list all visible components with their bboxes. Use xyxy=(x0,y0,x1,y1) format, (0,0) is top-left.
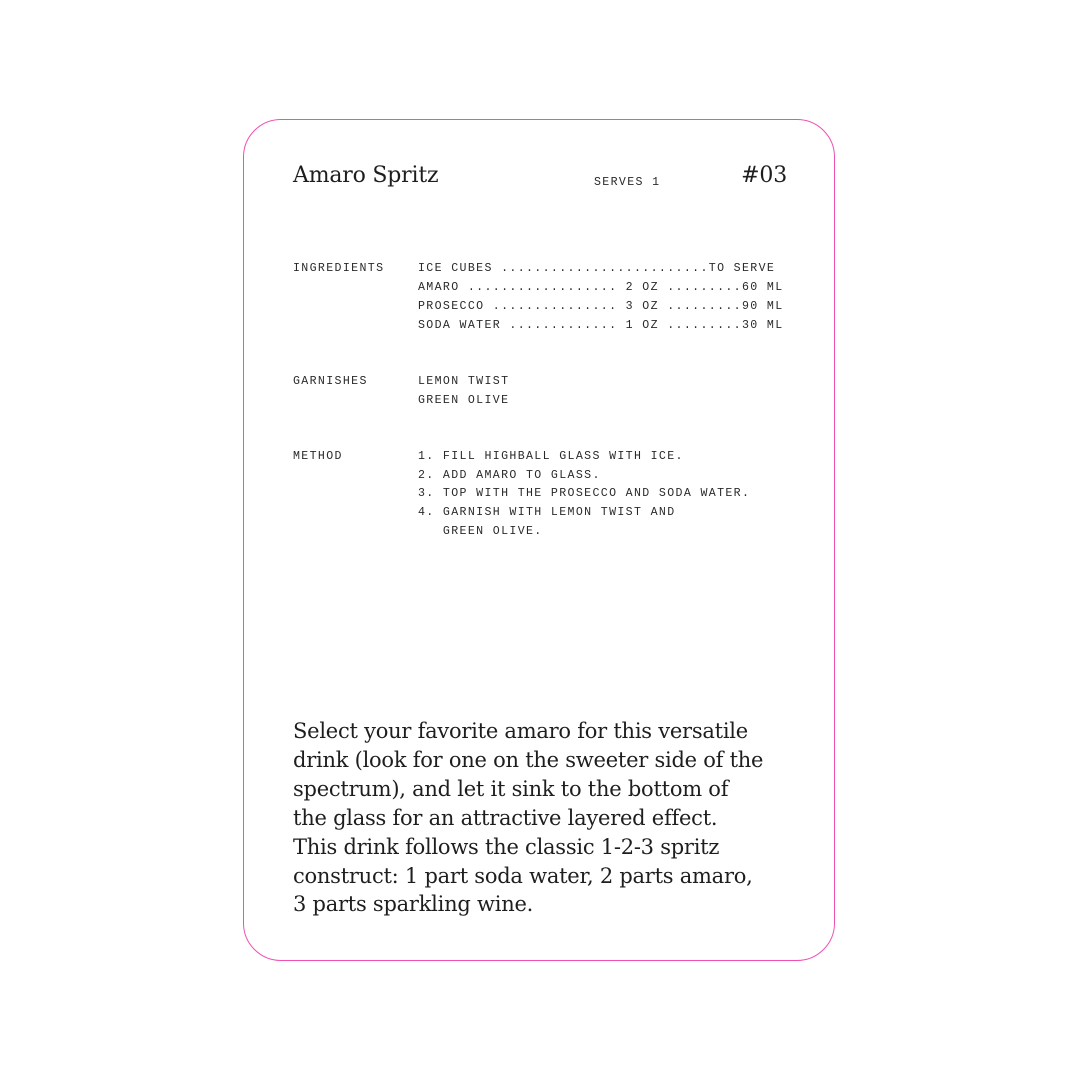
garnish-line: LEMON TWIST xyxy=(418,375,510,388)
recipe-title: Amaro Spritz xyxy=(293,163,439,188)
description-line: Select your favorite amaro for this versatile xyxy=(293,719,748,743)
method-step: 4. GARNISH WITH LEMON TWIST AND xyxy=(418,506,676,519)
serves-label: SERVES 1 xyxy=(594,176,661,189)
recipe-number: #03 xyxy=(741,163,787,188)
description-line: drink (look for one on the sweeter side of the xyxy=(293,747,764,772)
garnishes-label: GARNISHES xyxy=(293,375,368,388)
ingredient-line: AMARO .................. 2 OZ .........60 ML xyxy=(418,281,784,294)
ingredients-label: INGREDIENTS xyxy=(293,262,385,275)
garnish-line: GREEN OLIVE xyxy=(418,394,510,407)
method-step: GREEN OLIVE. xyxy=(418,525,543,538)
method-step: 1. FILL HIGHBALL GLASS WITH ICE. xyxy=(418,450,684,463)
method-step: 3. TOP WITH THE PROSECCO AND SODA WATER. xyxy=(418,487,751,500)
description-line: 3 parts sparkling wine. xyxy=(293,892,534,917)
description-line: This drink follows the classic 1-2-3 spritz xyxy=(293,834,720,859)
ingredient-line: ICE CUBES .........................TO SERVE xyxy=(418,262,776,275)
description-line: spectrum), and let it sink to the bottom of xyxy=(293,776,729,801)
ingredient-line: PROSECCO ............... 3 OZ .........90 ML xyxy=(418,300,784,313)
description-line: construct: 1 part soda water, 2 parts amaro, xyxy=(293,863,753,888)
recipe-description xyxy=(293,717,793,919)
ingredient-line: SODA WATER ............. 1 OZ .........30 ML xyxy=(418,319,784,332)
description-line: the glass for an attractive layered effect. xyxy=(293,805,718,830)
method-label: METHOD xyxy=(293,450,343,463)
method-step: 2. ADD AMARO TO GLASS. xyxy=(418,469,601,482)
